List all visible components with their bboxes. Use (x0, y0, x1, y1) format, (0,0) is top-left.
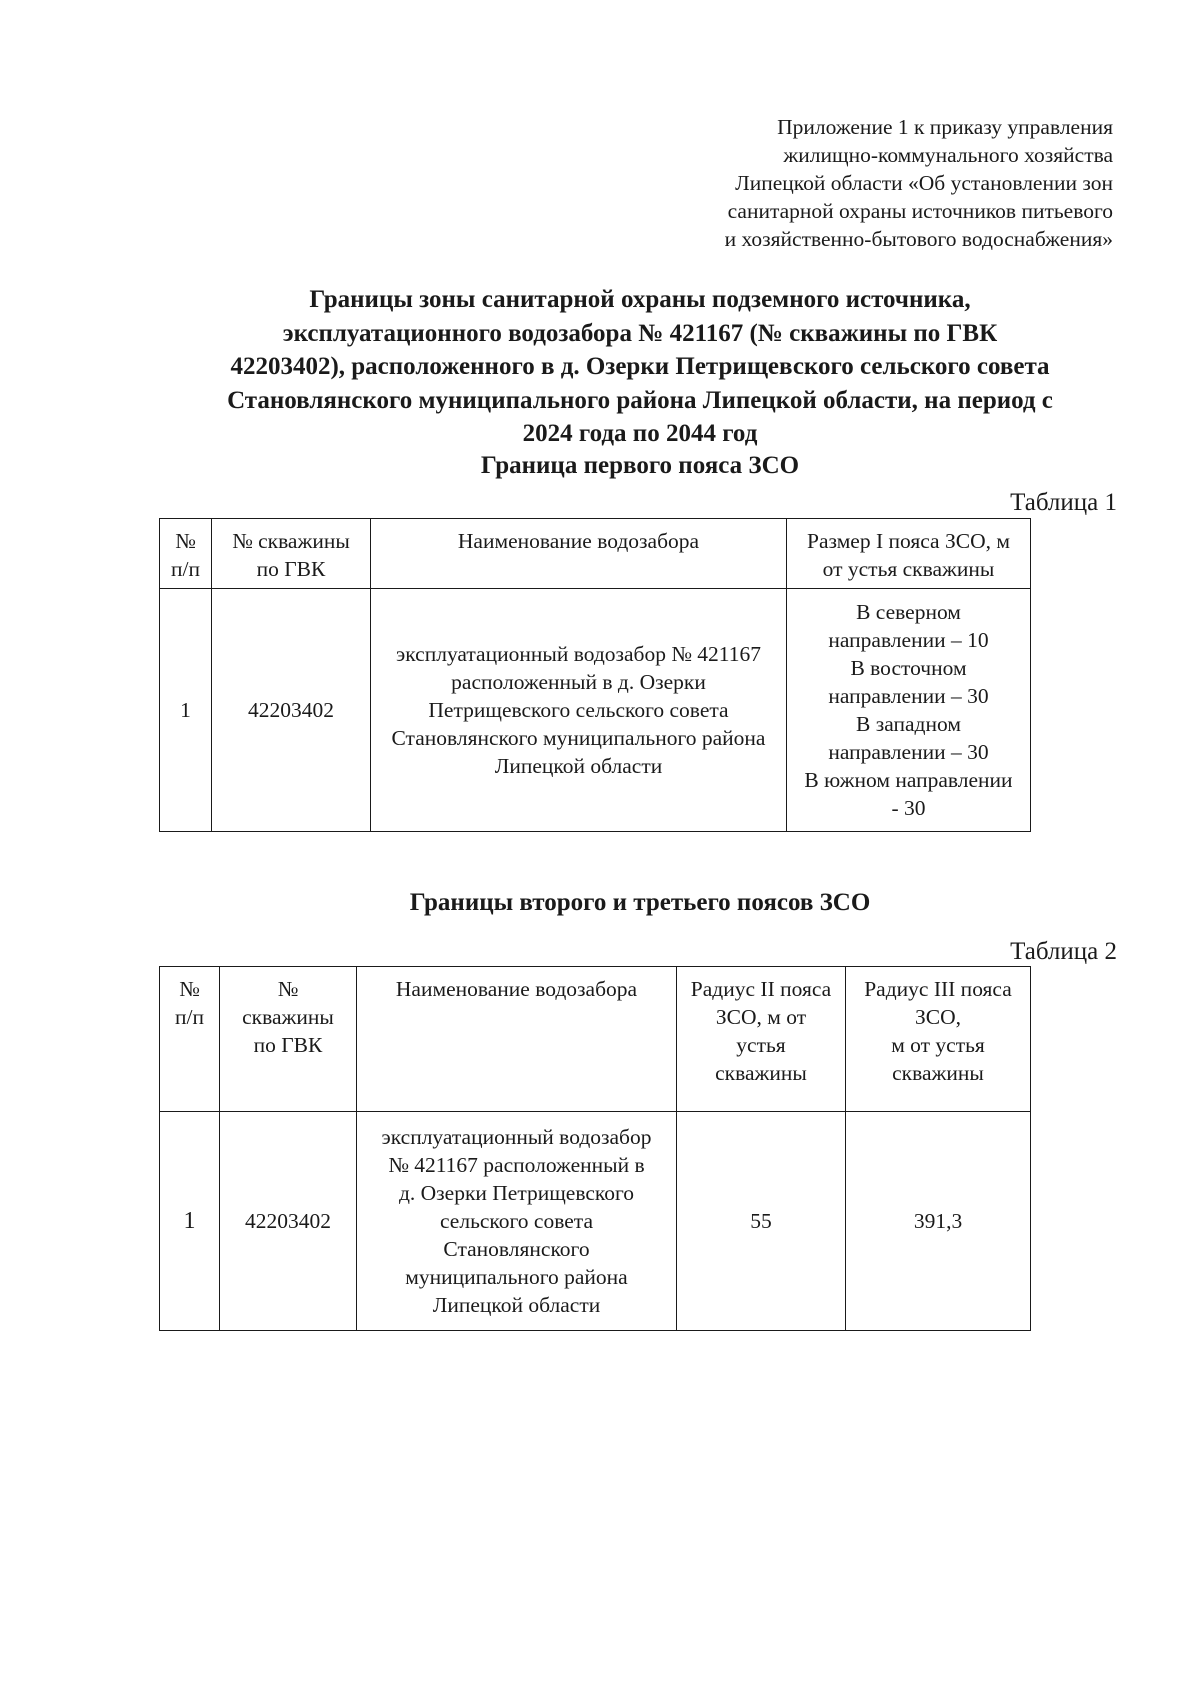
header-line: м от устья (891, 1033, 985, 1057)
cell-line: эксплуатационный водозабор (381, 1125, 652, 1149)
approval-note-line: Липецкой области «Об установлении зон (735, 171, 1113, 195)
table1-cell-well: 42203402 (212, 589, 371, 832)
table1-section-title: Граница первого пояса ЗСО (480, 452, 800, 479)
table2 (159, 966, 1031, 1331)
table2-header-radius2 (677, 967, 846, 1112)
cell-line: Становлянского муниципального района (391, 726, 766, 750)
title-line: 2024 года по 2044 год (522, 420, 758, 447)
cell-line: Липецкой области (494, 754, 663, 778)
title-line: 42203402), расположенного в д. Озерки Петрищевского сельского совета (230, 353, 1050, 380)
cell-line: направлении – 10 (828, 628, 989, 652)
table1-header-num (160, 519, 212, 589)
table2-section-title: Границы второго и третьего поясов ЗСО (409, 889, 871, 916)
cell-line: направлении – 30 (828, 684, 989, 708)
cell-line: Становлянского (443, 1237, 590, 1261)
table2-cell-num: 1 (160, 1112, 220, 1331)
header-line: Размер I пояса ЗСО, м (807, 529, 1010, 553)
approval-note-line: санитарной охраны источников питьевого (727, 199, 1113, 223)
table2-header-name (357, 967, 677, 1112)
table2-header-radius3 (846, 967, 1031, 1112)
cell-line: д. Озерки Петрищевского (398, 1181, 635, 1205)
table1-header-well (212, 519, 371, 589)
table2-label: Таблица 2 (1010, 938, 1117, 965)
title-line: Становлянского муниципального района Липецкой области, на период с (227, 386, 1053, 414)
cell-line: муниципального района (405, 1265, 628, 1289)
header-line: Радиус III пояса (864, 977, 1012, 1001)
table1-header-row (160, 519, 1031, 589)
header-line: п/п (175, 1005, 204, 1029)
header-line: Наименование водозабора (457, 529, 700, 553)
table1-cell-size (787, 589, 1031, 832)
header-line: Радиус II пояса (690, 977, 832, 1001)
cell-line: В западном (856, 712, 961, 736)
header-line: № (179, 977, 200, 1001)
header-line: № (175, 529, 196, 553)
table1-header-size (787, 519, 1031, 589)
cell-line: Липецкой области (432, 1293, 601, 1317)
approval-note-line: жилищно-коммунального хозяйства (783, 143, 1113, 167)
header-line: скважины (242, 1005, 334, 1029)
table2-header-well (220, 967, 357, 1112)
cell-line: - 30 (891, 796, 926, 820)
table-row (160, 1112, 1031, 1331)
table1-label: Таблица 1 (1010, 489, 1117, 516)
cell-line: В южном направлении (804, 768, 1013, 792)
table2-header-num (160, 967, 220, 1112)
table2-cell-radius2: 55 (677, 1112, 846, 1331)
table1-header-name (371, 519, 787, 589)
table2-header-row (160, 967, 1031, 1112)
cell-line: В восточном (850, 656, 967, 680)
table-row (160, 589, 1031, 832)
cell-line: направлении – 30 (828, 740, 989, 764)
table1 (159, 518, 1031, 832)
header-line: скважины (715, 1061, 807, 1085)
document-title (160, 283, 1120, 451)
header-line: по ГВК (253, 1033, 323, 1057)
cell-line: Петрищевского сельского совета (428, 698, 729, 722)
cell-line: расположенный в д. Озерки (451, 670, 706, 694)
header-line: по ГВК (256, 557, 326, 581)
table2-cell-name (357, 1112, 677, 1331)
header-line: № скважины (232, 529, 350, 553)
cell-line: сельского совета (440, 1209, 593, 1233)
header-line: ЗСО, м от (715, 1005, 807, 1029)
cell-line: В северном (856, 600, 961, 624)
header-line: ЗСО, (914, 1005, 961, 1029)
header-line: скважины (892, 1061, 984, 1085)
cell-line: № 421167 расположенный в (388, 1153, 645, 1177)
table1-cell-name (371, 589, 787, 832)
header-line: Наименование водозабора (395, 977, 638, 1001)
header-line: устья (736, 1033, 786, 1057)
approval-note (643, 113, 1113, 253)
header-line: № (277, 977, 299, 1001)
approval-note-line: и хозяйственно-бытового водоснабжения» (724, 227, 1113, 251)
table2-cell-well: 42203402 (220, 1112, 357, 1331)
approval-note-line: Приложение 1 к приказу управления (777, 115, 1113, 139)
header-line: п/п (171, 557, 200, 581)
cell-line: эксплуатационный водозабор № 421167 (396, 642, 761, 666)
title-line: эксплуатационного водозабора № 421167 (№ скважины по ГВК (282, 319, 998, 347)
header-line: от устья скважины (822, 557, 995, 581)
table2-cell-radius3: 391,3 (846, 1112, 1031, 1331)
title-line: Границы зоны санитарной охраны подземного источника, (309, 286, 971, 313)
table1-cell-num: 1 (160, 589, 212, 832)
